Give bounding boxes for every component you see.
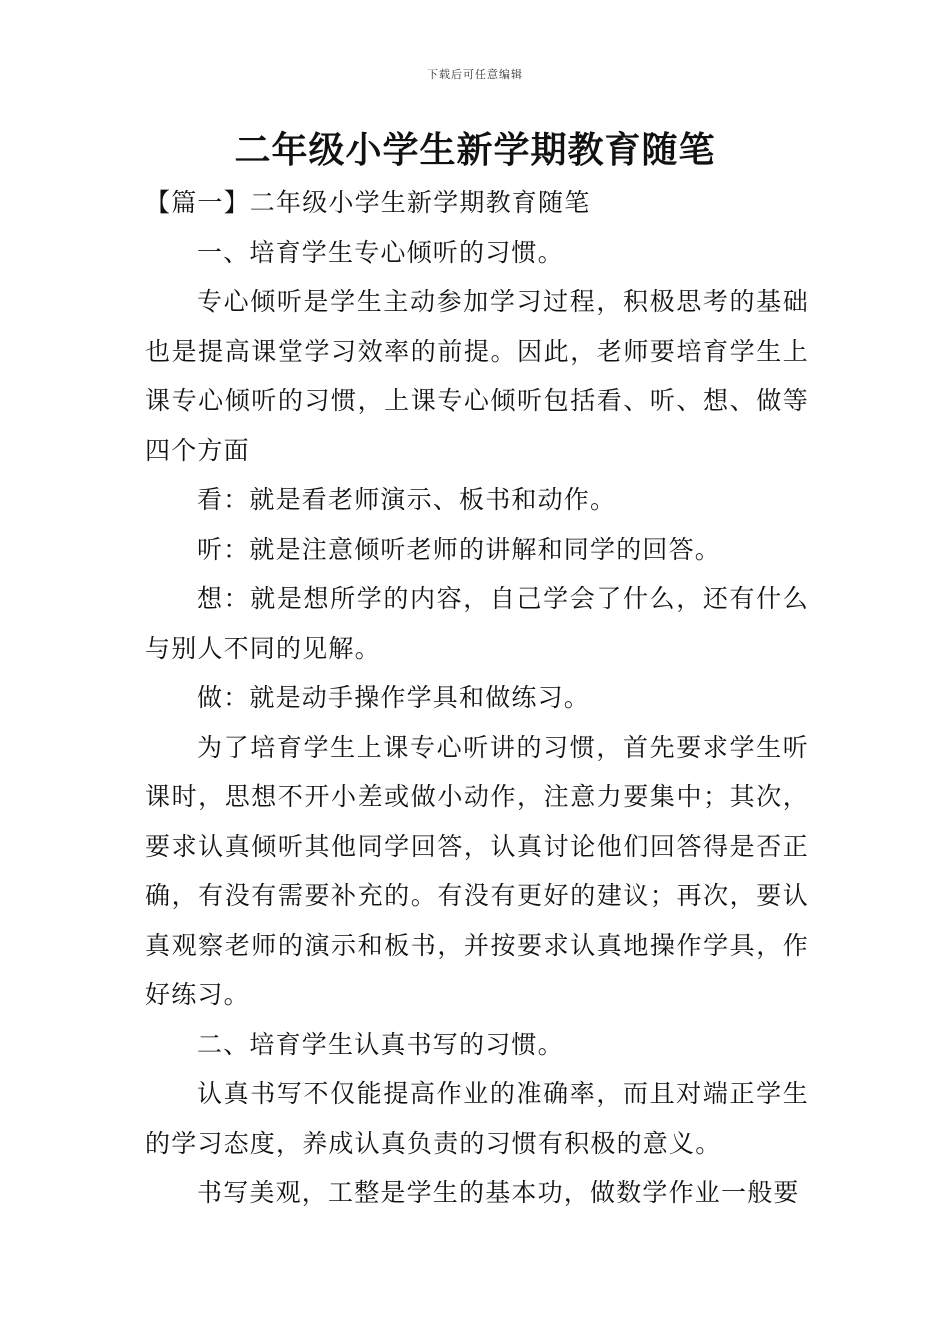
subheading-listening: 一、培育学生专心倾听的习惯。 [197, 237, 564, 267]
section-heading: 【篇一】二年级小学生新学期教育随笔 [145, 188, 591, 217]
document-body [145, 178, 809, 1218]
subheading-writing: 二、培育学生认真书写的习惯。 [197, 1029, 564, 1059]
paragraph-listen: 听：就是注意倾听老师的讲解和同学的回答。 [197, 534, 722, 564]
paragraph-writing-standard: 书写美观，工整是学生的基本功，做数学作业一般要 [197, 1178, 800, 1207]
paragraph-listening-intro: 专心倾听是学生主动参加学习过程，积极思考的基础也是提高课堂学习效率的前提。因此，老师要培育学生上课专心倾听的习惯，上课专心倾听包括看、听、想、做等四个方面 [145, 287, 809, 465]
paragraph-think: 想：就是想所学的内容，自己学会了什么，还有什么与别人不同的见解。 [145, 584, 809, 663]
paragraph-listening-method: 为了培育学生上课专心听讲的习惯，首先要求学生听课时，思想不开小差或做小动作，注意力要集中；其次，要求认真倾听其他同学回答，认真讨论他们回答得是否正确，有没有需要补充的。有没有更好的建议；再次，要认真观察老师的演示和板书，并按要求认真地操作学具，作好练习。 [145, 732, 809, 1009]
paragraph-writing-intro: 认真书写不仅能提高作业的准确率，而且对端正学生的学习态度，养成认真负责的习惯有积极的意义。 [145, 1079, 809, 1158]
header-note: 下载后可任意编辑 [427, 68, 523, 81]
document-title: 二年级小学生新学期教育随笔 [234, 129, 716, 171]
paragraph-look: 看：就是看老师演示、板书和动作。 [197, 485, 617, 514]
paragraph-do: 做：就是动手操作学具和做练习。 [197, 683, 591, 712]
